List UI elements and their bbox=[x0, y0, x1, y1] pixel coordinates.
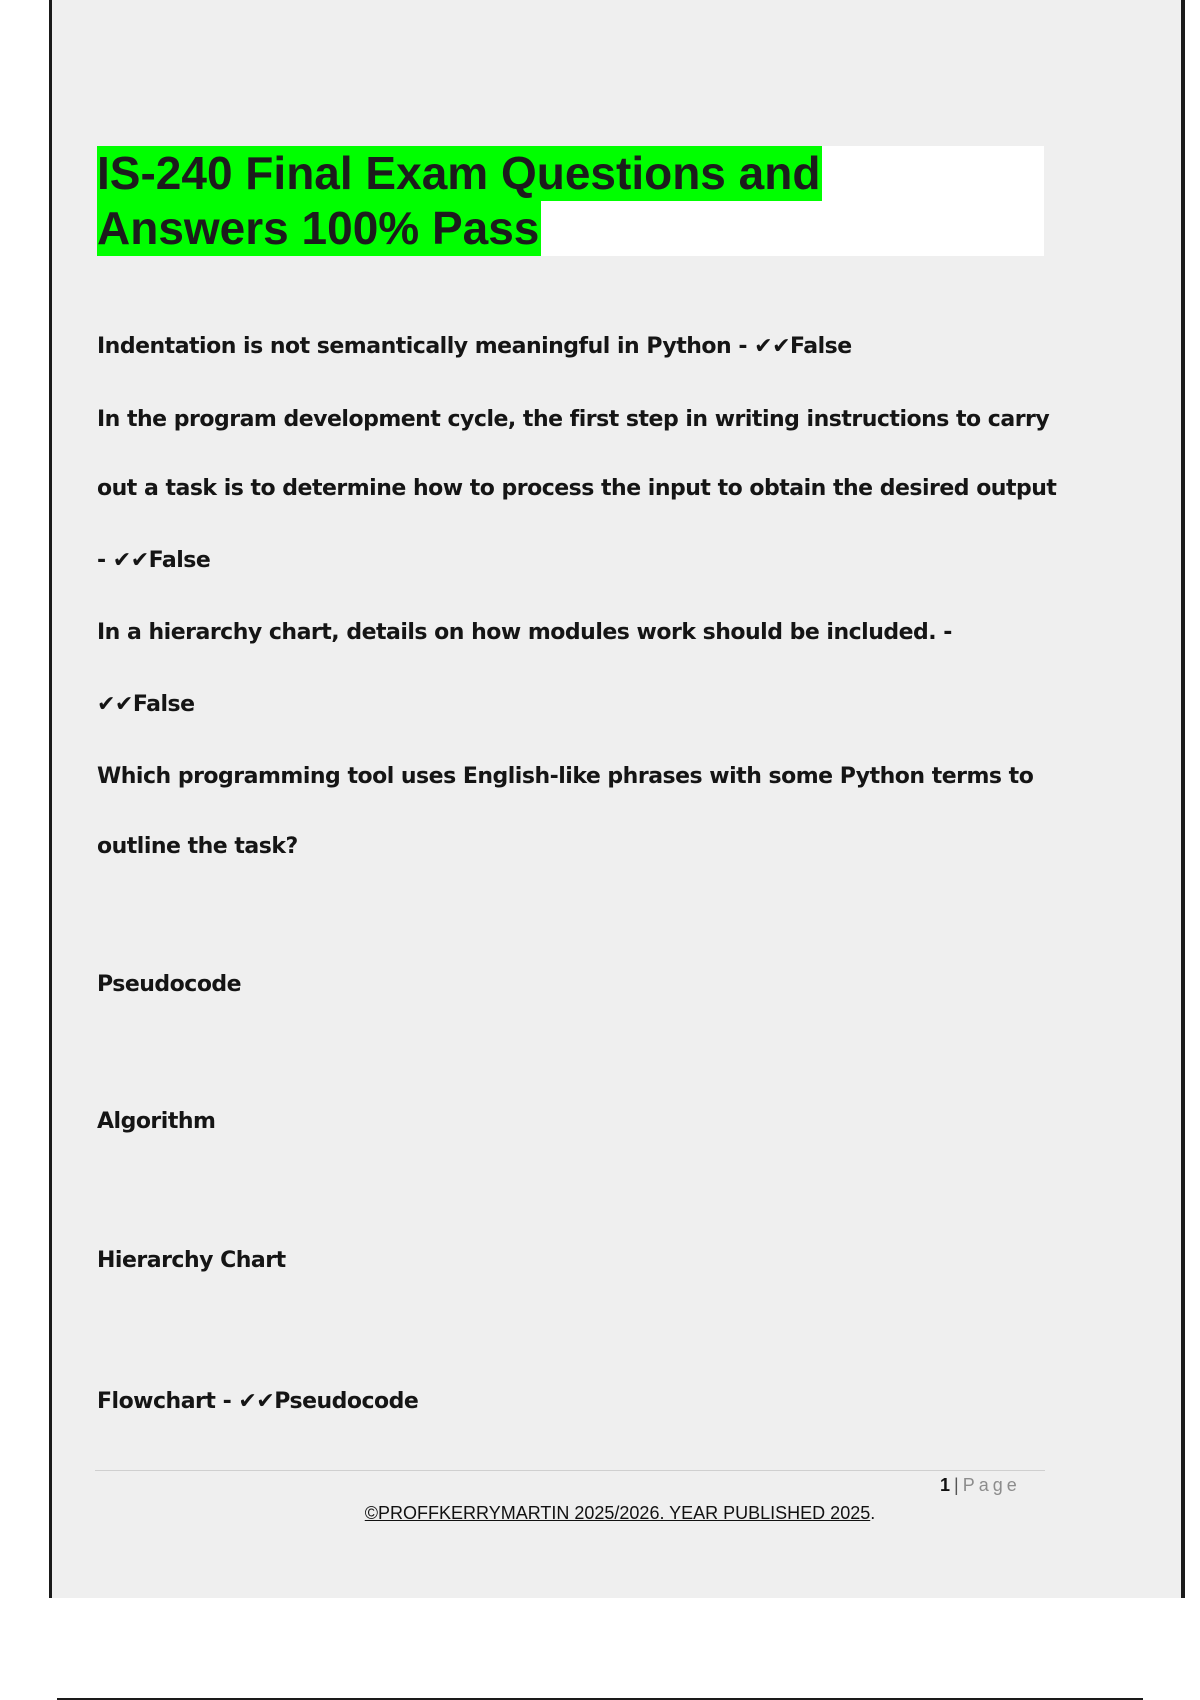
question-1: Indentation is not semantically meaningful in Python - ✔✔False bbox=[97, 334, 852, 359]
footer-divider bbox=[95, 1470, 1045, 1471]
option-hierarchy-chart: Hierarchy Chart bbox=[97, 1248, 286, 1273]
page-number-separator: | bbox=[954, 1475, 959, 1495]
page-number bbox=[940, 1473, 1082, 1497]
question-3-answer: ✔✔False bbox=[97, 692, 195, 717]
option-pseudocode: Pseudocode bbox=[97, 972, 242, 997]
copyright-text: ©PROFFKERRYMARTIN 2025/2026. YEAR PUBLISHED 2025 bbox=[364, 1503, 871, 1523]
title-line-1: IS-240 Final Exam Questions and bbox=[97, 147, 821, 199]
question-2-line-2: out a task is to determine how to process the input to obtain the desired output bbox=[97, 476, 1057, 501]
page-label: Page bbox=[962, 1475, 1021, 1495]
option-algorithm: Algorithm bbox=[97, 1109, 216, 1134]
question-3-line-1: In a hierarchy chart, details on how modules work should be included. - bbox=[97, 620, 952, 645]
page-number-value: 1 bbox=[940, 1475, 951, 1495]
title-block bbox=[97, 146, 1044, 256]
option-flowchart-answer: Flowchart - ✔✔Pseudocode bbox=[97, 1389, 419, 1414]
title-line-2: Answers 100% Pass bbox=[97, 202, 540, 254]
copyright-period: . bbox=[870, 1503, 876, 1523]
question-2-line-1: In the program development cycle, the first step in writing instructions to carry bbox=[97, 407, 1050, 432]
copyright-footer bbox=[290, 1501, 950, 1525]
question-2-answer: - ✔✔False bbox=[97, 548, 211, 573]
question-4-line-1: Which programming tool uses English-like phrases with some Python terms to bbox=[97, 764, 1034, 789]
question-4-line-2: outline the task? bbox=[97, 834, 298, 859]
